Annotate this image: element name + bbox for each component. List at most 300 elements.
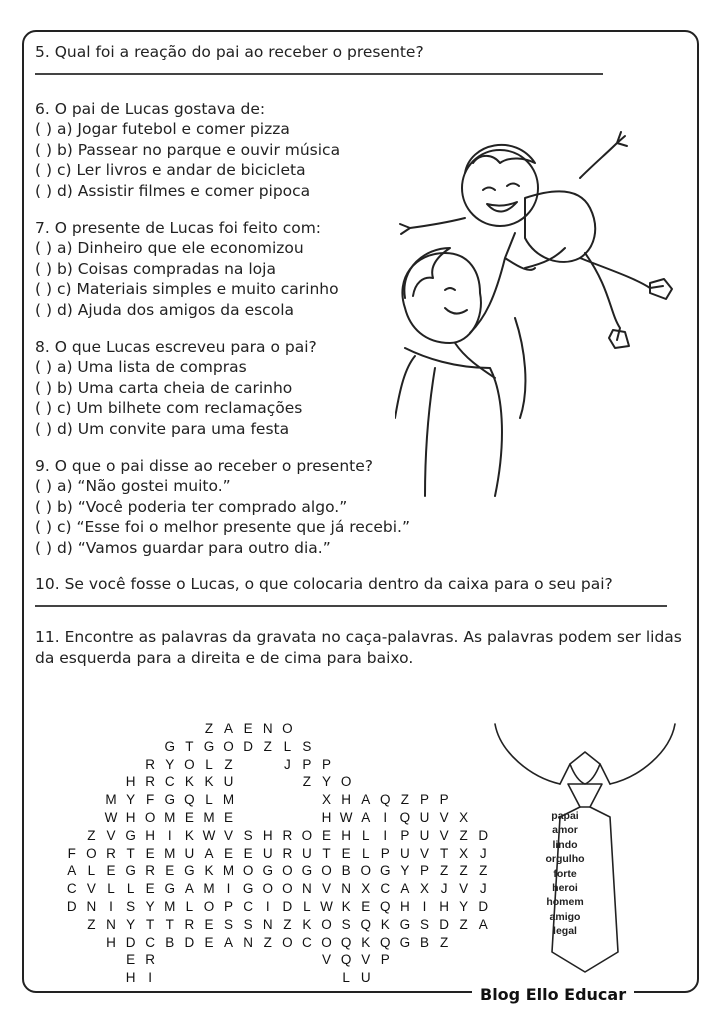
option-a[interactable]: ( ) a) Dinheiro que ele economizou: [35, 239, 304, 258]
grid-letter[interactable]: W: [339, 809, 353, 825]
grid-letter[interactable]: L: [303, 898, 311, 914]
grid-letter[interactable]: I: [109, 898, 113, 914]
grid-letter: [199, 952, 219, 967]
grid-letter[interactable]: Z: [400, 792, 410, 808]
grid-letter[interactable]: C: [66, 881, 77, 897]
grid-letter: [82, 792, 102, 807]
grid-letter[interactable]: H: [125, 774, 136, 790]
grid-letter[interactable]: O: [282, 881, 293, 897]
grid-letter[interactable]: O: [321, 863, 332, 879]
grid-letter[interactable]: A: [224, 934, 234, 950]
option-b[interactable]: ( ) b) Coisas compradas na loja: [35, 259, 276, 278]
grid-letter[interactable]: G: [399, 916, 411, 932]
grid-letter[interactable]: G: [301, 863, 313, 879]
option-d[interactable]: ( ) d) Ajuda dos amigos da escola: [35, 300, 294, 319]
grid-letter[interactable]: A: [224, 721, 234, 736]
grid-letter[interactable]: A: [184, 881, 194, 897]
grid-letter[interactable]: V: [419, 845, 429, 861]
grid-letter[interactable]: P: [380, 952, 390, 968]
grid-letter[interactable]: M: [222, 863, 235, 879]
grid-letter[interactable]: O: [321, 934, 332, 950]
grid-letter[interactable]: D: [439, 916, 449, 932]
grid-letter[interactable]: R: [282, 827, 293, 843]
grid-letter: [258, 952, 278, 967]
grid-row: [62, 721, 493, 739]
grid-letter[interactable]: U: [262, 845, 273, 861]
grid-letter: [336, 757, 356, 772]
grid-letter[interactable]: I: [383, 827, 388, 843]
grid-letter[interactable]: R: [145, 774, 156, 790]
grid-letter[interactable]: O: [282, 934, 293, 950]
grid-letter[interactable]: K: [341, 898, 351, 914]
grid-letter: [180, 970, 200, 985]
grid-letter[interactable]: G: [242, 881, 254, 897]
grid-letter[interactable]: I: [226, 881, 231, 897]
grid-letter[interactable]: N: [86, 898, 97, 914]
question-11: [35, 627, 685, 668]
grid-letter[interactable]: S: [419, 916, 429, 932]
grid-letter[interactable]: G: [399, 934, 411, 950]
grid-letter[interactable]: E: [361, 898, 371, 914]
grid-letter[interactable]: X: [459, 809, 469, 825]
tie-word: heroi: [552, 882, 578, 895]
grid-letter[interactable]: L: [283, 738, 292, 754]
grid-letter[interactable]: X: [322, 792, 332, 808]
grid-letter[interactable]: J: [479, 845, 487, 861]
grid-letter: [62, 917, 82, 932]
grid-letter[interactable]: D: [184, 934, 195, 950]
grid-letter[interactable]: Y: [322, 774, 332, 790]
grid-letter[interactable]: R: [145, 756, 156, 772]
grid-letter[interactable]: O: [144, 809, 156, 825]
question-text: 6. O pai de Lucas gostava de:: [35, 99, 266, 118]
grid-letter[interactable]: Z: [302, 774, 312, 790]
grid-letter[interactable]: Z: [204, 721, 214, 736]
answer-line[interactable]: [35, 65, 603, 75]
grid-letter[interactable]: S: [224, 916, 234, 932]
grid-letter[interactable]: D: [282, 898, 293, 914]
grid-letter[interactable]: K: [204, 863, 214, 879]
grid-letter[interactable]: H: [321, 809, 332, 825]
grid-letter[interactable]: N: [302, 881, 312, 897]
grid-letter[interactable]: V: [322, 881, 332, 897]
grid-letter[interactable]: U: [184, 845, 195, 861]
grid-letter[interactable]: Y: [145, 898, 155, 914]
grid-letter[interactable]: O: [321, 916, 332, 932]
grid-letter[interactable]: P: [322, 756, 332, 772]
grid-letter[interactable]: E: [145, 845, 155, 861]
grid-letter[interactable]: X: [419, 881, 429, 897]
grid-letter: [121, 721, 141, 736]
grid-letter[interactable]: N: [106, 916, 116, 932]
grid-letter[interactable]: Z: [459, 916, 468, 932]
grid-letter[interactable]: Z: [479, 863, 488, 879]
grid-letter[interactable]: E: [243, 721, 253, 736]
grid-letter[interactable]: T: [439, 845, 449, 861]
grid-letter[interactable]: H: [262, 827, 273, 843]
grid-row: [62, 810, 493, 828]
grid-letter[interactable]: V: [361, 952, 371, 968]
grid-letter[interactable]: M: [222, 792, 235, 808]
grid-letter[interactable]: X: [459, 845, 469, 861]
grid-letter[interactable]: I: [167, 827, 172, 843]
grid-letter[interactable]: L: [126, 881, 135, 897]
grid-letter[interactable]: R: [184, 916, 195, 932]
grid-letter[interactable]: M: [164, 898, 176, 914]
option-b[interactable]: ( ) b) Uma carta cheia de carinho: [35, 378, 293, 397]
grid-row: [62, 917, 493, 935]
grid-letter[interactable]: E: [165, 863, 175, 879]
grid-letter: [82, 970, 102, 985]
option-c[interactable]: ( ) c) “Esse foi o melhor presente que já recebi.”: [35, 518, 410, 537]
option-b[interactable]: ( ) b) Passear no parque e ouvir música: [35, 140, 341, 159]
grid-letter[interactable]: O: [203, 898, 215, 914]
option-d[interactable]: ( ) d) “Vamos guardar para outro dia.”: [35, 538, 331, 557]
grid-letter: [278, 952, 298, 967]
grid-letter[interactable]: Q: [360, 916, 371, 932]
option-c[interactable]: ( ) c) Materiais simples e muito carinho: [35, 280, 339, 299]
grid-letter[interactable]: K: [184, 774, 194, 790]
grid-letter[interactable]: U: [419, 827, 430, 843]
tie-word: homem: [546, 896, 584, 909]
tie-word: legal: [553, 925, 577, 938]
grid-letter[interactable]: P: [419, 792, 429, 808]
grid-letter[interactable]: D: [478, 827, 489, 843]
grid-letter[interactable]: L: [342, 970, 350, 986]
grid-row: [62, 846, 493, 864]
grid-letter: [356, 757, 376, 772]
tie-word: amigo: [549, 910, 581, 923]
grid-letter[interactable]: Y: [126, 792, 136, 808]
question-text: 10. Se você fosse o Lucas, o que colocaria dentro da caixa para o seu pai?: [35, 575, 613, 594]
grid-letter[interactable]: C: [302, 934, 312, 950]
grid-letter[interactable]: I: [148, 970, 153, 986]
grid-letter[interactable]: Q: [340, 934, 352, 950]
grid-letter[interactable]: Z: [263, 738, 272, 754]
grid-letter: [160, 952, 180, 967]
grid-letter[interactable]: L: [185, 898, 194, 914]
option-c[interactable]: ( ) c) Ler livros e andar de bicicleta: [35, 161, 306, 180]
grid-letter[interactable]: Z: [459, 863, 468, 879]
grid-letter: [278, 810, 298, 825]
grid-row: [62, 774, 493, 792]
grid-letter[interactable]: U: [419, 809, 430, 825]
grid-letter[interactable]: D: [478, 898, 489, 914]
grid-letter[interactable]: W: [104, 809, 118, 825]
grid-letter[interactable]: Q: [399, 809, 411, 825]
grid-letter[interactable]: M: [164, 809, 176, 825]
grid-letter[interactable]: H: [106, 934, 116, 950]
grid-letter[interactable]: P: [224, 898, 234, 914]
option-b[interactable]: ( ) b) “Você poderia ter comprado algo.”: [35, 497, 348, 516]
grid-letter[interactable]: E: [322, 827, 332, 843]
grid-letter[interactable]: A: [204, 845, 214, 861]
grid-letter[interactable]: U: [223, 774, 234, 790]
grid-letter[interactable]: P: [380, 845, 390, 861]
grid-letter[interactable]: C: [164, 774, 175, 790]
grid-letter[interactable]: E: [243, 845, 253, 861]
grid-letter[interactable]: S: [302, 738, 312, 754]
grid-letter[interactable]: R: [145, 863, 156, 879]
grid-letter: [199, 970, 219, 985]
option-a[interactable]: ( ) a) Uma lista de compras: [35, 358, 247, 377]
grid-letter[interactable]: Q: [380, 898, 391, 914]
grid-letter[interactable]: C: [145, 934, 156, 950]
grid-letter: [62, 952, 82, 967]
grid-letter: [62, 810, 82, 825]
grid-letter: [238, 952, 258, 967]
grid-row: [62, 757, 493, 775]
grid-letter[interactable]: N: [243, 934, 254, 950]
grid-letter[interactable]: L: [205, 756, 213, 772]
grid-letter[interactable]: E: [341, 845, 351, 861]
option-a[interactable]: ( ) a) “Não gostei muito.”: [35, 477, 231, 496]
grid-letter[interactable]: S: [243, 916, 253, 932]
grid-letter[interactable]: Z: [87, 827, 96, 843]
grid-letter[interactable]: O: [282, 863, 293, 879]
grid-letter[interactable]: O: [184, 756, 195, 772]
grid-letter[interactable]: E: [224, 809, 234, 825]
grid-letter[interactable]: Z: [439, 863, 449, 879]
grid-letter[interactable]: T: [146, 916, 155, 932]
grid-letter[interactable]: F: [67, 845, 76, 861]
grid-letter[interactable]: I: [383, 809, 388, 825]
grid-letter[interactable]: L: [107, 881, 115, 897]
grid-letter[interactable]: I: [265, 898, 270, 914]
grid-letter[interactable]: K: [380, 916, 390, 932]
grid-row: [62, 881, 493, 899]
grid-letter: [160, 721, 180, 736]
grid-letter[interactable]: C: [380, 881, 391, 897]
grid-letter[interactable]: G: [203, 738, 215, 754]
grid-letter: [278, 792, 298, 807]
grid-letter[interactable]: A: [67, 863, 77, 879]
grid-letter[interactable]: N: [262, 721, 273, 736]
grid-letter[interactable]: U: [302, 845, 312, 861]
grid-letter[interactable]: Z: [439, 934, 449, 950]
question-text: 11. Encontre as palavras da gravata no caça-palavras. As palavras podem ser lidas da esquerda para a direita e de cima para baixo.: [35, 628, 682, 667]
grid-row: [62, 828, 493, 846]
grid-letter[interactable]: N: [341, 881, 351, 897]
grid-letter[interactable]: H: [400, 898, 410, 914]
grid-letter[interactable]: R: [282, 845, 293, 861]
grid-letter[interactable]: Z: [459, 827, 468, 843]
grid-letter[interactable]: K: [302, 916, 312, 932]
grid-letter[interactable]: T: [126, 845, 135, 861]
question-text: 5. Qual foi a reação do pai ao receber o presente?: [35, 43, 424, 61]
grid-letter[interactable]: H: [439, 898, 449, 914]
grid-letter[interactable]: P: [439, 792, 449, 808]
grid-letter[interactable]: S: [243, 827, 253, 843]
grid-letter[interactable]: H: [125, 809, 136, 825]
grid-letter[interactable]: L: [87, 863, 96, 879]
option-d[interactable]: ( ) d) Um convite para uma festa: [35, 419, 290, 438]
grid-letter[interactable]: T: [322, 845, 331, 861]
grid-letter[interactable]: F: [146, 792, 155, 808]
grid-letter[interactable]: N: [262, 916, 273, 932]
grid-letter: [140, 721, 160, 736]
grid-letter[interactable]: E: [224, 845, 234, 861]
grid-letter[interactable]: V: [106, 827, 116, 843]
option-d[interactable]: ( ) d) Assistir filmes e comer pipoca: [35, 181, 311, 200]
grid-letter[interactable]: Q: [340, 952, 352, 968]
grid-letter[interactable]: Y: [126, 916, 136, 932]
grid-letter[interactable]: J: [283, 756, 291, 772]
grid-letter[interactable]: G: [164, 881, 176, 897]
option-a[interactable]: ( ) a) Jogar futebol e comer pizza: [35, 120, 290, 139]
grid-letter[interactable]: Z: [224, 756, 233, 772]
grid-letter[interactable]: A: [400, 881, 410, 897]
grid-letter[interactable]: B: [419, 934, 429, 950]
grid-letter[interactable]: D: [66, 898, 77, 914]
grid-letter[interactable]: D: [125, 934, 136, 950]
grid-letter[interactable]: V: [322, 952, 332, 968]
grid-letter[interactable]: P: [400, 827, 410, 843]
grid-letter[interactable]: S: [341, 916, 351, 932]
grid-letter[interactable]: O: [242, 863, 254, 879]
grid-letter[interactable]: W: [202, 827, 216, 843]
grid-letter: [297, 792, 317, 807]
grid-letter: [101, 721, 121, 736]
grid-letter[interactable]: B: [341, 863, 351, 879]
grid-letter[interactable]: E: [184, 809, 194, 825]
grid-letter[interactable]: Q: [380, 792, 391, 808]
grid-letter: [62, 739, 82, 754]
grid-letter[interactable]: G: [262, 863, 273, 879]
grid-letter[interactable]: O: [301, 827, 313, 843]
grid-letter[interactable]: I: [422, 898, 427, 914]
grid-letter[interactable]: S: [126, 898, 136, 914]
grid-letter[interactable]: H: [341, 827, 351, 843]
grid-letter[interactable]: G: [164, 792, 176, 808]
grid-letter[interactable]: Q: [380, 934, 391, 950]
grid-letter: [219, 970, 239, 985]
grid-letter[interactable]: O: [282, 721, 293, 736]
father-son-illustration-icon: [395, 118, 695, 498]
grid-letter[interactable]: V: [439, 809, 449, 825]
grid-letter[interactable]: U: [400, 845, 410, 861]
grid-letter: [82, 935, 102, 950]
grid-letter[interactable]: Z: [283, 916, 292, 932]
grid-letter[interactable]: Y: [165, 756, 175, 772]
grid-letter[interactable]: H: [145, 827, 156, 843]
grid-letter[interactable]: V: [224, 827, 234, 843]
grid-letter: [278, 774, 298, 789]
grid-letter[interactable]: H: [125, 970, 136, 986]
grid-letter[interactable]: M: [164, 845, 176, 861]
grid-letter[interactable]: P: [419, 863, 429, 879]
grid-letter: [317, 721, 337, 736]
grid-letter[interactable]: V: [86, 881, 96, 897]
grid-letter: [395, 757, 415, 772]
grid-letter[interactable]: M: [203, 881, 215, 897]
grid-letter[interactable]: O: [360, 863, 371, 879]
grid-letter[interactable]: L: [361, 827, 370, 843]
answer-line[interactable]: [35, 597, 667, 607]
grid-letter[interactable]: E: [126, 952, 136, 968]
grid-letter[interactable]: G: [184, 863, 195, 879]
grid-letter[interactable]: H: [341, 792, 351, 808]
grid-letter: [395, 721, 415, 736]
grid-letter: [101, 739, 121, 754]
grid-letter[interactable]: A: [361, 809, 371, 825]
grid-letter[interactable]: U: [360, 970, 371, 986]
grid-letter[interactable]: G: [125, 827, 136, 843]
grid-letter: [62, 757, 82, 772]
grid-letter: [258, 810, 278, 825]
grid-letter[interactable]: K: [184, 827, 194, 843]
grid-letter: [82, 774, 102, 789]
grid-letter[interactable]: E: [204, 934, 214, 950]
tie-word: orgulho: [545, 853, 585, 866]
word-search-grid: [62, 721, 493, 988]
grid-letter[interactable]: G: [164, 738, 176, 754]
grid-letter[interactable]: C: [243, 898, 254, 914]
grid-letter: [101, 774, 121, 789]
grid-letter[interactable]: J: [440, 881, 448, 897]
grid-letter[interactable]: D: [243, 738, 254, 754]
grid-letter[interactable]: T: [185, 738, 194, 754]
grid-letter[interactable]: G: [125, 863, 136, 879]
grid-letter[interactable]: A: [478, 916, 488, 932]
grid-letter[interactable]: E: [145, 881, 155, 897]
grid-letter[interactable]: M: [105, 792, 117, 808]
grid-letter[interactable]: P: [302, 756, 312, 772]
grid-letter[interactable]: Y: [459, 898, 469, 914]
grid-letter[interactable]: Z: [87, 916, 96, 932]
grid-letter[interactable]: K: [361, 934, 371, 950]
grid-letter[interactable]: O: [223, 738, 234, 754]
grid-letter[interactable]: B: [165, 934, 175, 950]
grid-letter[interactable]: W: [320, 898, 333, 914]
tie-word: papai: [551, 810, 579, 822]
grid-letter[interactable]: O: [340, 774, 352, 790]
tie-word: lindo: [552, 838, 578, 851]
grid-letter: [376, 774, 396, 789]
grid-letter[interactable]: R: [106, 845, 116, 861]
grid-letter[interactable]: K: [204, 774, 214, 790]
grid-letter[interactable]: G: [380, 863, 391, 879]
grid-letter[interactable]: O: [262, 881, 273, 897]
grid-letter[interactable]: X: [361, 881, 371, 897]
grid-letter[interactable]: E: [204, 916, 214, 932]
grid-letter[interactable]: L: [205, 792, 213, 808]
grid-letter: [62, 970, 82, 985]
grid-letter[interactable]: L: [361, 845, 370, 861]
grid-letter[interactable]: V: [459, 881, 469, 897]
grid-letter[interactable]: M: [203, 809, 215, 825]
grid-letter[interactable]: A: [361, 792, 371, 808]
grid-letter[interactable]: R: [145, 952, 156, 968]
grid-letter[interactable]: E: [106, 863, 116, 879]
grid-letter[interactable]: T: [165, 916, 174, 932]
grid-letter[interactable]: Q: [184, 792, 195, 808]
grid-letter[interactable]: Z: [263, 934, 272, 950]
grid-letter[interactable]: O: [86, 845, 97, 861]
grid-letter: [356, 721, 376, 736]
grid-letter: [297, 810, 317, 825]
grid-letter: [395, 739, 415, 754]
grid-letter[interactable]: V: [439, 827, 449, 843]
grid-letter: [82, 721, 102, 736]
grid-letter[interactable]: J: [479, 881, 487, 897]
grid-letter[interactable]: Y: [400, 863, 410, 879]
footer-brand: Blog Ello Educar: [472, 985, 634, 1004]
option-c[interactable]: ( ) c) Um bilhete com reclamações: [35, 399, 303, 418]
grid-letter: [376, 721, 396, 736]
grid-letter: [356, 739, 376, 754]
grid-letter: [82, 757, 102, 772]
